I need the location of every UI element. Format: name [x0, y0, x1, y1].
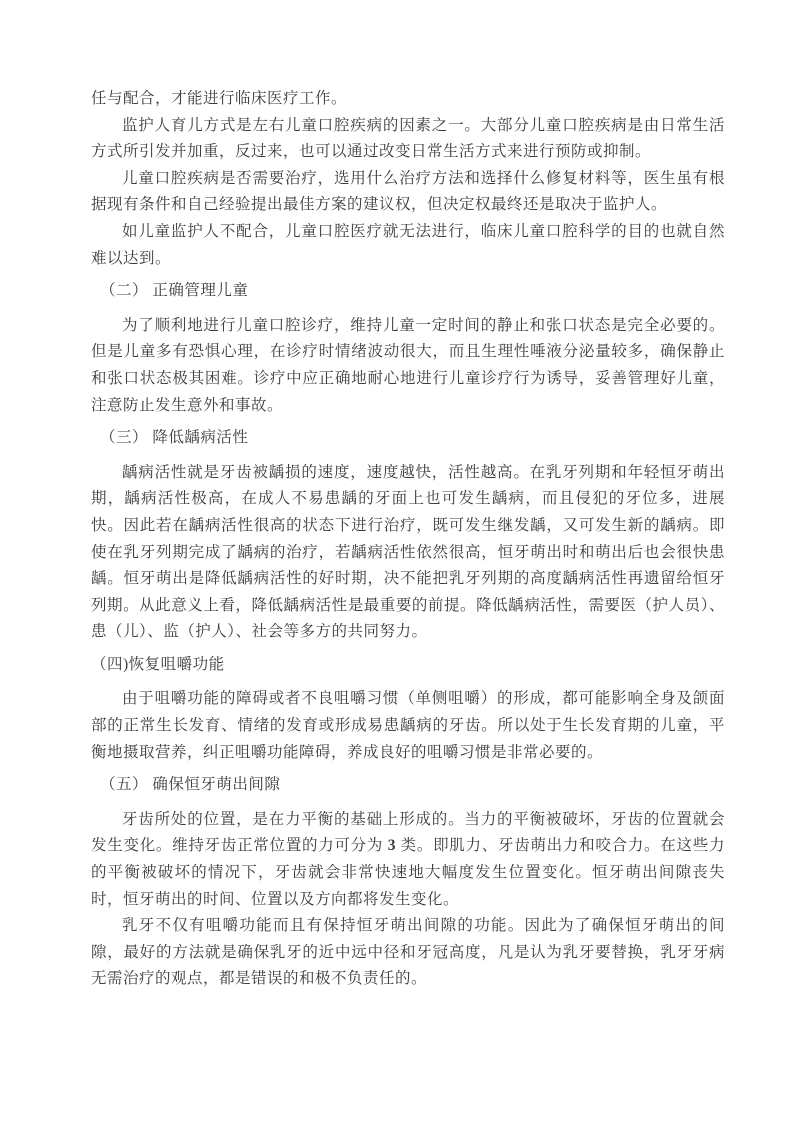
text-run: 牙齿所处的位置，是在力平衡的基础上形成的。当力的平衡被破坏，牙齿的位置就会发生变化。维持牙齿正常位置的力可分为: [91, 810, 725, 855]
paragraph: 龋病活性就是牙齿被龋损的速度，速度越快，活性越高。在乳牙列期和年轻恒牙萌出期，龋病活性极高，在成人不易患龋的牙面上也可发生龋病，而且侵犯的牙位多，进展快。因此若在龋病活性很高的状态下进行治疗，既可发生继发龋，又可发生新的龋病。即使在乳牙列期完成了龋病的治疗，若龋病活性依然很高，恒牙萌出时和萌出后也会很快患龋。恒牙萌出是降低龋病活性的好时期，决不能把乳牙列期的高度龋病活性再遗留给恒牙列期。从此意义上看，降低龋病活性是最重要的前提。降低龋病活性，需要医（护人员）、患（儿）、监（护人）、社会等多方的共同努力。: [91, 463, 725, 641]
paragraph: 如儿童监护人不配合，儿童口腔医疗就无法进行，临床儿童口腔科学的目的也就自然难以达到。: [91, 222, 725, 267]
section-heading: （三） 降低龋病活性: [100, 429, 249, 447]
text-run: 类。即肌力、牙齿萌出力和咬合力。在这些力的平衡被破坏的情况下，牙齿就会非常快速地大幅度发生位置变化。恒牙萌出间隙丧失时，恒牙萌出的时间、位置以及方向都将发生变化。: [91, 837, 725, 908]
section-heading: （四)恢复咀嚼功能: [91, 655, 225, 673]
paragraph: 乳牙不仅有咀嚼功能而且有保持恒牙萌出间隙的功能。因此为了确保恒牙萌出的间隙，最好的方法就是确保乳牙的近中远中径和牙冠高度，凡是认为乳牙要替换，乳牙牙病无需治疗的观点，都是错误的和极不负责任的。: [91, 917, 725, 988]
bold-number: 3: [387, 837, 396, 855]
document-content: [91, 86, 725, 993]
paragraph: 为了顺利地进行儿童口腔诊疗，维持儿童一定时间的静止和张口状态是完全必要的。但是儿童多有恐惧心理，在诊疗时情绪波动很大，而且生理性唾液分泌量较多，确保静止和张口状态极其困难。诊疗中应正确地耐心地进行儿童诊疗行为诱导，妥善管理好儿童，注意防止发生意外和事故。: [91, 316, 725, 414]
paragraph: 由于咀嚼功能的障碍或者不良咀嚼习惯（单侧咀嚼）的形成，都可能影响全身及颌面部的正常生长发育、情绪的发育或形成易患龋病的牙齿。所以处于生长发育期的儿童，平衡地摄取营养，纠正咀嚼功能障碍，养成良好的咀嚼习惯是非常必要的。: [91, 690, 725, 761]
section-heading: （二） 正确管理儿童: [100, 282, 249, 300]
paragraph: 任与配合，才能进行临床医疗工作。: [91, 90, 348, 107]
paragraph: 监护人育儿方式是左右儿童口腔疾病的因素之一。大部分儿童口腔疾病是由日常生活方式所引发并加重，反过来，也可以通过改变日常生活方式来进行预防或抑制。: [91, 116, 725, 161]
section-heading: （五） 确保恒牙萌出间隙: [100, 776, 281, 794]
paragraph: 儿童口腔疾病是否需要治疗，选用什么治疗方法和选择什么修复材料等，医生虽有根据现有条件和自己经验提出最佳方案的建议权，但决定权最终还是取决于监护人。: [91, 169, 725, 214]
paragraph: [91, 807, 725, 913]
